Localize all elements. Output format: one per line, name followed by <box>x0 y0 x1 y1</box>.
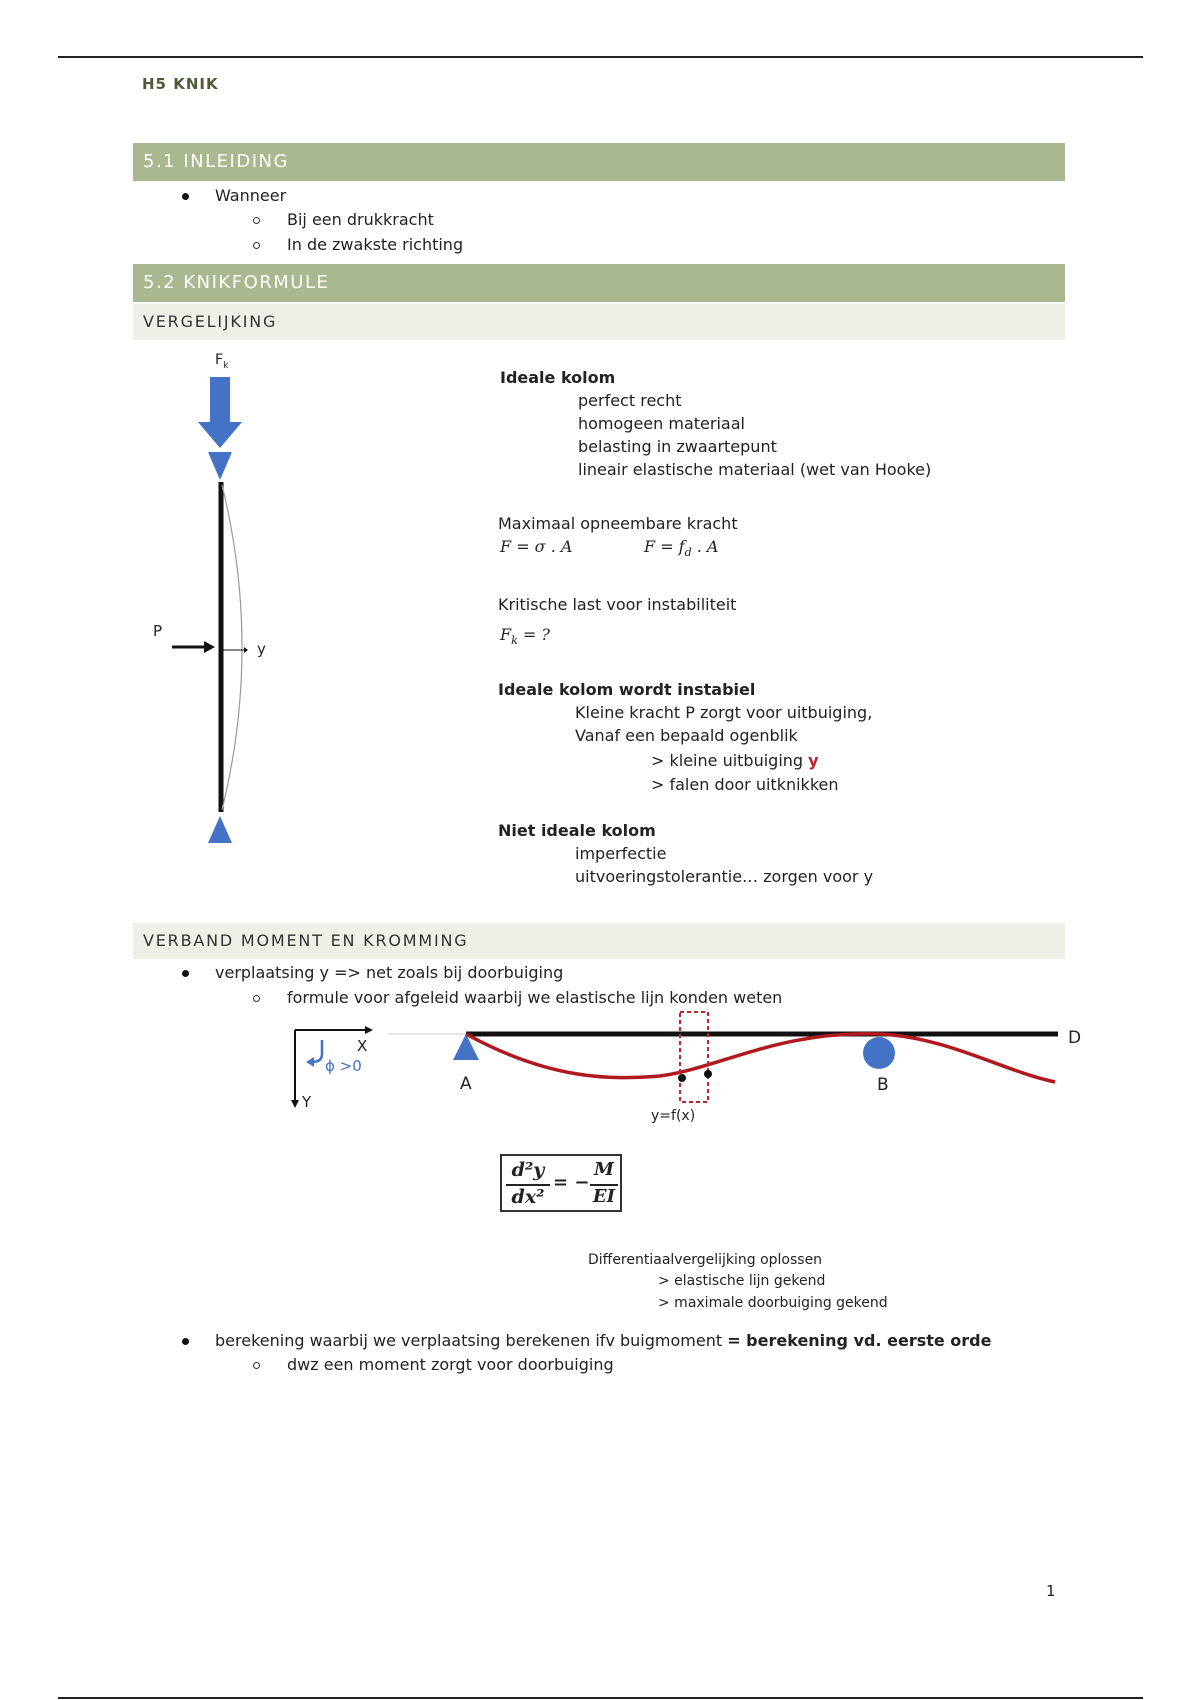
sub-bullet-circle <box>253 1362 260 1369</box>
sub-item-dwz: dwz een moment zorgt voor doorbuiging <box>287 1355 614 1374</box>
label-yfx: y=f(x) <box>651 1108 696 1124</box>
diff-line: > elastische lijn gekend <box>658 1273 826 1289</box>
buckled-shape-curve <box>222 485 242 810</box>
formula-f-fd-a: $F = f_d$ . A <box>644 537 719 560</box>
diff-line: Differentiaalvergelijking oplossen <box>588 1252 823 1268</box>
niet-ideaal-line: imperfectie <box>575 844 667 863</box>
sub-item-formule: formule voor afgeleid waarbij we elastische lijn konden weten <box>287 988 783 1007</box>
curvature-equation-box: d²y dx² = − M EI <box>500 1154 622 1212</box>
ideale-item: perfect recht <box>578 391 682 410</box>
niet-ideaal-line: uitvoeringstolerantie… zorgen voor y <box>575 867 874 886</box>
deflection-label-y: y <box>257 640 266 658</box>
bullet-dot <box>182 1338 189 1345</box>
ideale-item: lineair elastische materiaal (wet van Hooke) <box>578 460 932 479</box>
bullet-verplaatsing: verplaatsing y => net zoals bij doorbuiging <box>215 963 564 982</box>
bullet-dot <box>182 193 189 200</box>
formula-f-sigma-a: F = σ . A <box>500 537 573 556</box>
force-arrow-shaft <box>210 377 230 422</box>
force-label-fk: $F_k$ <box>215 352 229 371</box>
heading-ideale-kolom: Ideale kolom <box>500 368 616 387</box>
instabiel-line: > kleine uitbuiging y <box>651 751 819 770</box>
sub-item-zwakste: In de zwakste richting <box>287 235 464 254</box>
elastic-line-curve <box>466 1034 1055 1082</box>
bottom-support-triangle <box>208 816 232 843</box>
heading-niet-ideale-kolom: Niet ideale kolom <box>498 821 656 840</box>
p-force-head <box>204 641 215 653</box>
phi-label: ϕ >0 <box>325 1057 362 1075</box>
instabiel-line: Vanaf een bepaald ogenblik <box>575 726 798 745</box>
instabiel-line: > falen door uitknikken <box>651 775 839 794</box>
formula-fk: $F_k$ = ? <box>500 625 550 648</box>
bullet-wanneer: Wanneer <box>215 186 287 205</box>
heading-max-kracht: Maximaal opneembare kracht <box>498 514 738 533</box>
subsection-verband-heading: VERBAND MOMENT EN KROMMING <box>133 923 1065 959</box>
bullet-berekening: berekening waarbij we verplaatsing berekenen ifv buigmoment = berekening vd. eerste orde <box>215 1331 992 1350</box>
section-5-2-heading: 5.2 KNIKFORMULE <box>133 264 1065 302</box>
sub-item-drukkracht: Bij een drukkracht <box>287 210 434 229</box>
axis-y-label: Y <box>302 1093 312 1111</box>
label-d: D <box>1068 1028 1082 1048</box>
instabiel-line: Kleine kracht P zorgt voor uitbuiging, <box>575 703 873 722</box>
sub-bullet-circle <box>253 217 260 224</box>
section-5-1-heading: 5.1 INLEIDING <box>133 143 1065 181</box>
axis-x-label: X <box>357 1037 368 1055</box>
force-arrow-head <box>198 422 242 448</box>
label-a: A <box>460 1074 472 1094</box>
diff-line: > maximale doorbuiging gekend <box>658 1295 888 1311</box>
ideale-item: belasting in zwaartepunt <box>578 437 777 456</box>
chapter-header: H5 KNIK <box>142 75 219 93</box>
column-buckling-figure <box>140 350 300 850</box>
label-b: B <box>877 1075 889 1095</box>
subsection-vergelijking-heading: VERGELIJKING <box>133 304 1065 340</box>
element-highlight-box <box>680 1012 708 1102</box>
sub-bullet-circle <box>253 242 260 249</box>
bottom-rule <box>58 1697 1143 1699</box>
bullet-dot <box>182 970 189 977</box>
top-support-triangle <box>208 452 232 480</box>
support-b-roller <box>863 1037 895 1069</box>
top-rule <box>58 56 1143 58</box>
ideale-item: homogeen materiaal <box>578 414 745 433</box>
heading-kritische-last: Kritische last voor instabiliteit <box>498 595 737 614</box>
load-label-p: P <box>153 622 163 640</box>
page-number: 1 <box>1046 1582 1056 1600</box>
heading-instabiel: Ideale kolom wordt instabiel <box>498 680 756 699</box>
sub-bullet-circle <box>253 995 260 1002</box>
